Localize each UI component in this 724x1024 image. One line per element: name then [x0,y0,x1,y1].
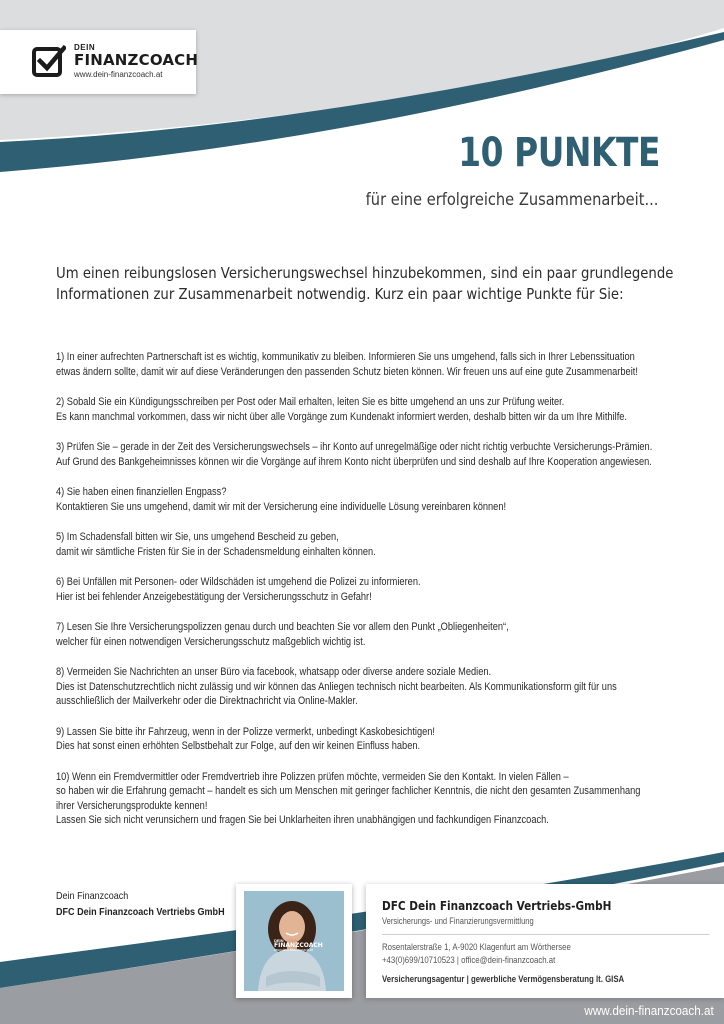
point-line: 9) Lassen Sie bitte ihr Fahrzeug, wenn in der Polizze vermerkt, unbedingt Kaskobesichtigen! [56,725,435,738]
point-8 [56,665,652,709]
point-line: 8) Vermeiden Sie Nachrichten an unser Büro via facebook, whatsapp oder diverse andere soziale Medien. [56,666,492,678]
signature-name: Dein Finanzcoach [56,890,129,902]
point-7 [56,620,652,649]
point-line: 7) Lesen Sie Ihre Versicherungspolizzen genau durch und beachten Sie vor allem den Punkt „Obliegenheiten“, [56,621,509,633]
signature-block [56,888,225,920]
advisor-photo [244,891,344,991]
point-line: Dies ist Datenschutzrechtlich nicht zulässig und wir können das Anliegen technisch nicht bearbeiten. Als Kommunikationsform gilt für uns [56,680,617,693]
point-line: etwas ändern sollte, damit wir auf diese Veränderungen den passenden Schutz bieten können. Wir freuen uns auf eine gute Zusammenarbeit! [56,365,638,378]
point-line: Auf Grund des Bankgeheimnisses können wir die Vorgänge auf ihrem Konto nicht überprüfen und sind deshalb auf Ihre Kooperation angewiesen. [56,455,652,468]
company-contact: +43(0)699/10710523 | office@dein-finanzcoach.at [382,955,556,965]
page-title: 10 PUNKTE [458,130,660,176]
page-subtitle: für eine erfolgreiche Zusammenarbeit... [365,190,658,210]
point-line: Dies hat sonst einen erhöhten Selbstbehalt zur Folge, auf den wir keinen Einfluss haben. [56,740,421,752]
point-10 [56,770,652,828]
point-line: 2) Sobald Sie ein Kündigungsschreiben per Post oder Mail erhalten, leiten Sie es bitte umgehend an uns zur Prüfung weiter. [56,396,565,408]
intro-paragraph [56,263,676,305]
photo-logo-url: www.dein-finanzcoach.at [274,948,313,952]
intro-line: Informationen zur Zusammenarbeit notwendig. Kurz ein paar wichtige Punkte für Sie: [56,285,624,303]
photo-logo-brand: FINANZCOACH [274,942,323,949]
logo-wordmark [74,44,198,79]
company-subtitle: Versicherungs- und Finanzierungsvermittlung [382,916,534,926]
point-6 [56,575,652,604]
point-line: 1) In einer aufrechten Partnerschaft ist es wichtig, kommunikativ zu bleiben. Informieren Sie uns umgehend, falls sich in Ihrer Lebenssituation [56,351,635,363]
point-3 [56,440,652,469]
photo-logo-dein: DEIN [274,938,284,943]
point-5 [56,530,652,559]
footer-url: www.dein-finanzcoach.at [584,1003,714,1018]
point-line: damit wir sämtliche Fristen für Sie in der Schadensmeldung einhalten können. [56,545,376,558]
point-line: 5) Im Schadensfall bitten wir Sie, uns umgehend Bescheid zu geben, [56,531,339,543]
logo-dein: DEIN [74,43,96,52]
intro-line: Um einen reibungslosen Versicherungswechsel hinzubekommen, sind ein paar grundlegende [56,264,674,282]
point-2 [56,395,652,424]
photo-logo [274,939,323,953]
company-address: Rosentalerstraße 1, A-9020 Klagenfurt am Wörthersee [382,942,571,952]
point-line: 3) Prüfen Sie – gerade in der Zeit des Versicherungswechsels – ihr Konto auf unregelmäßige oder nicht richtig verbuchte Versicherungs-Prämien. [56,441,653,453]
logo-card [0,30,199,94]
point-line: welcher für einen notwendigen Versicherungsschutz maßgeblich wichtig ist. [56,635,366,648]
point-line: Kontaktieren Sie uns umgehend, damit wir mit der Versicherung eine individuelle Lösung vereinbaren können! [56,500,507,513]
point-line: 4) Sie haben einen finanziellen Engpass? [56,486,227,498]
point-line: Lassen Sie sich nicht verunsichern und fragen Sie bei Unklarheiten ihren unabhängigen und fachkundigen Finanzcoach. [56,814,549,826]
signature-company: DFC Dein Finanzcoach Vertriebs GmbH [56,906,225,918]
company-name: DFC Dein Finanzcoach Vertriebs-GmbH [382,898,612,913]
point-line: ausschließlich der Mailverkehr oder die Direktnachricht via Online-Makler. [56,695,358,707]
company-divider [382,934,710,935]
point-line: ihrer Versicherungsprodukte kennen! [56,799,208,812]
logo-url: www.dein-finanzcoach.at [74,70,163,79]
company-card [366,884,724,998]
point-line: 10) Wenn ein Fremdvermittler oder Fremdvertrieb ihre Polizzen prüfen möchte, vermeiden Sie den Kontakt. In vielen Fällen – [56,770,569,783]
point-9 [56,725,652,754]
logo-brand: FINANZCOACH [74,51,199,69]
company-agency: Versicherungsagentur | gewerbliche Vermögensberatung lt. GISA [382,974,625,984]
point-line: 6) Bei Unfällen mit Personen- oder Wildschäden ist umgehend die Polizei zu informieren. [56,576,421,588]
point-line: so haben wir die Erfahrung gemacht – handelt es sich um Menschen mit geringer fachlicher Kenntnis, die nicht den gesamten Zusammenhang [56,785,641,797]
photo-card [236,884,352,998]
checkbox-check-icon [32,44,66,78]
company-info [382,898,710,984]
point-line: Es kann manchmal vorkommen, dass wir nicht über alle Vorgänge zum Kundenakt informiert werden, deshalb bitten wir da um Ihre Mithilfe. [56,410,628,423]
point-line: Hier ist bei fehlender Anzeigebestätigung der Versicherungsschutz in Gefahr! [56,590,372,603]
point-1 [56,350,652,379]
points-list [56,350,652,844]
point-4 [56,485,652,514]
